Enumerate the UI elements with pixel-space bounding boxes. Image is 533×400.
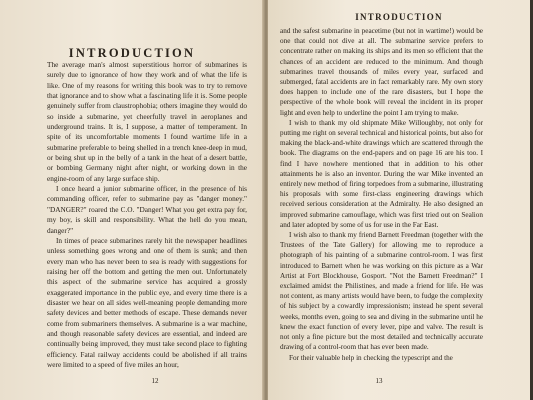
paragraph: I once heard a junior submarine officer, in the presence of his commanding officer, refer to submarine pay as "danger money." "DANGER?" roared the C.O. "Danger! What you get extra pay for, my boy, is skill and responsibility. What the hell do you mean, danger?" bbox=[47, 184, 247, 235]
paragraph: I wish also to thank my friend Barnett Freedman (together with the Trustees of the Tate Gallery) for allowing me to reproduce a photograph of his painting of a submarine control-room. I was first introduced to Barnett when he was working on this picture as a War Artist at Fort Blockhouse, Gosport. "Not the Barnett Freedman?" I exclaimed amidst the Philistines, and made a friend for life. He was not content, as many artists would have been, to fudge the complexity of his subject by a cowardly impressionism; instead he spent several weeks, months even, going to sea and diving in the submarine until he knew the exact function of every lever, pipe and valve. The result is not only a fine picture but the most detailed and technically accurate drawing of a control-room that has ever been made. bbox=[280, 231, 483, 352]
right-page bbox=[268, 0, 530, 400]
paragraph: In times of peace submarines rarely hit the newspaper headlines unless something goes wrong and one of them is sunk; and then every man who has never been to sea is ready with suggestions for raising her off the bottom and getting the men out. Unfortunately this aspect of the submarine service has acquired a grossly exaggerated importance in the public eye, and every time there is a disaster we hear on all sides well-meaning people demanding more safety devices and better methods of escape. These demands never come from submariners themselves. A submarine is a war machine, and though reasonable safety devices are essential, and indeed are continually being improved, they must take second place to fighting efficiency. Fatal railway accidents could be abolished if all trains were limited to a speed of five miles an hour, bbox=[47, 235, 247, 369]
paragraph: For their valuable help in checking the typescript and the bbox=[289, 353, 453, 362]
paragraph: I wish to thank my old shipmate Mike Willoughby, not only for putting me right on several technical and historical points, but also for making the black-and-white drawings which are scattered through the book. The diagrams on the end-papers and on page 16 are his too. I find I have nowhere mentioned that in addition to his other attainments he is also an inventor. During the war Mike invented an entirely new method of firing torpedoes from a submarine, illustrating his proposals with some first-class engineering drawings which received serious consideration at the Admiralty. He also designed an improved submarine camouflage, which was first tried out on Sealion and later adopted by some of us for use in the Far East. bbox=[280, 118, 483, 229]
chapter-title: INTRODUCTION bbox=[68, 46, 196, 60]
page-number-right: 13 bbox=[375, 377, 383, 385]
paragraph: and the safest submarine in peacetime (but not in wartime!) would be one that could not dive at all. The submarine service prefers to concentrate rather on making its ships and its men so efficient that the chances of an accident are reduced to the minimum. And though submarines travel thousands of miles every year, surfaced and submerged, fatal accidents are in fact remarkably rare. My own story does happen to include one of the rare disasters, but I hope the perspective of the whole book will reveal the incident in its proper light and even help to underline the point I am trying to make. bbox=[280, 27, 483, 117]
page-number-left: 12 bbox=[151, 377, 159, 385]
right-body-text bbox=[280, 26, 483, 363]
running-head: INTRODUCTION bbox=[355, 12, 443, 22]
left-page bbox=[0, 0, 264, 400]
paragraph: The average man's almost superstitious horror of submarines is surely due to ignorance of how they work and of what the life is like. One of my reasons for writing this book was to try to remove that ignorance and to show what a fascinating life it is. Some people genuinely suffer from claustrophobia; others imagine they would do so inside a submarine, yet cheerfully travel in aeroplanes and underground trains. It is, I suppose, a matter of temperament. In spite of its uncomfortable moments I found wartime life in a submarine preferable to being shelled in a trench knee-deep in mud, or being shut up in the belly of a tank in the heat of a desert battle, or bombing Germany night after night, or working down in the engine-room of any large surface ship. bbox=[47, 60, 247, 183]
left-body-text bbox=[47, 60, 247, 370]
